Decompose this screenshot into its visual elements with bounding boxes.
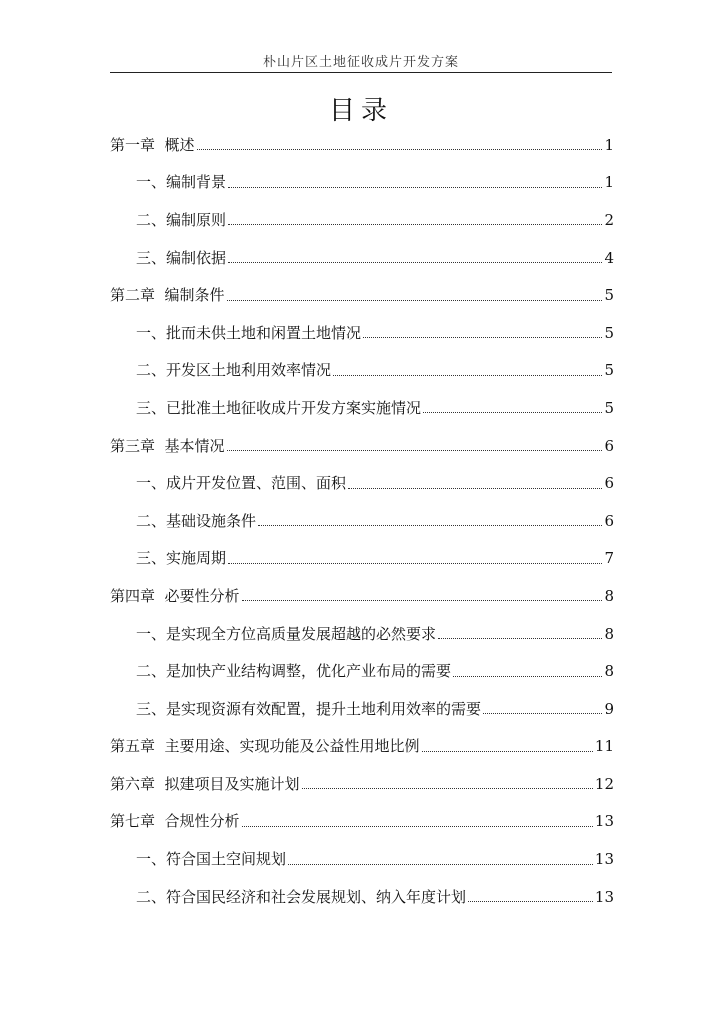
toc-entry-label: 是实现资源有效配置，提升土地利用效率的需要 <box>166 699 482 718</box>
toc-entry-label: 编制依据 <box>166 248 227 267</box>
toc-entry-number: 一、 <box>136 323 167 342</box>
toc-dot-leader <box>453 676 602 677</box>
toc-section-entry[interactable] <box>110 389 614 427</box>
toc-entry-number: 一、 <box>136 173 167 192</box>
toc-chapter-entry[interactable] <box>110 803 614 841</box>
toc-dot-leader <box>422 751 593 752</box>
toc-entry-number: 二、 <box>136 511 167 530</box>
header-divider <box>110 72 612 73</box>
toc-entry-label: 合规性分析 <box>164 812 240 831</box>
toc-entry-number: 第四章 <box>110 586 165 605</box>
toc-page-number: 5 <box>604 286 614 305</box>
toc-page-number: 13 <box>594 812 614 831</box>
toc-entry-number: 第五章 <box>110 737 165 756</box>
toc-entry-label: 是加快产业结构调整，优化产业布局的需要 <box>166 662 452 681</box>
toc-entry-label: 批而未供土地和闲置土地情况 <box>166 323 362 342</box>
toc-section-entry[interactable] <box>110 352 614 390</box>
toc-dot-leader <box>288 864 593 865</box>
toc-page-number: 13 <box>594 850 614 869</box>
toc-dot-leader <box>483 713 602 714</box>
toc-section-entry[interactable] <box>110 878 614 916</box>
toc-page-number: 5 <box>604 323 614 342</box>
toc-section-entry[interactable] <box>110 239 614 277</box>
toc-dot-leader <box>258 525 602 526</box>
toc-dot-leader <box>227 450 603 451</box>
toc-chapter-entry[interactable] <box>110 427 614 465</box>
toc-entry-label: 符合国土空间规划 <box>166 850 287 869</box>
toc-page-number: 6 <box>604 474 614 493</box>
toc-chapter-entry[interactable] <box>110 765 614 803</box>
toc-section-entry[interactable] <box>110 840 614 878</box>
toc-entry-number: 三、 <box>136 549 167 568</box>
running-header: 朴山片区土地征收成片开发方案 <box>262 55 459 70</box>
toc-chapter-entry[interactable] <box>110 728 614 766</box>
toc-page-number: 8 <box>604 624 614 643</box>
toc-dot-leader <box>228 187 602 188</box>
toc-dot-leader <box>227 300 603 301</box>
toc-entry-number: 二、 <box>136 361 167 380</box>
page-title: 目录 <box>328 96 393 126</box>
toc-entry-label: 基础设施条件 <box>166 511 257 530</box>
toc-entry-label: 成片开发位置、范围、面积 <box>166 474 347 493</box>
toc-entry-number: 一、 <box>136 850 167 869</box>
toc-entry-number: 二、 <box>136 210 167 229</box>
toc-section-entry[interactable] <box>110 502 614 540</box>
toc-page-number: 5 <box>604 361 614 380</box>
toc-section-entry[interactable] <box>110 690 614 728</box>
toc-entry-label: 概述 <box>164 135 195 154</box>
toc-page-number: 8 <box>604 662 614 681</box>
toc-entry-number: 三、 <box>136 699 167 718</box>
toc-page-number: 8 <box>604 586 614 605</box>
toc-page-number: 6 <box>604 436 614 455</box>
toc-page-number: 4 <box>604 248 614 267</box>
toc-section-entry[interactable] <box>110 464 614 502</box>
toc-entry-number: 一、 <box>136 624 167 643</box>
toc-entry-number: 第七章 <box>110 812 165 831</box>
toc-chapter-entry[interactable] <box>110 577 614 615</box>
toc-page-number: 13 <box>594 887 614 906</box>
toc-page-number: 6 <box>604 511 614 530</box>
toc-entry-number: 二、 <box>136 662 167 681</box>
toc-entry-label: 开发区土地利用效率情况 <box>166 361 332 380</box>
toc-entry-number: 三、 <box>136 398 167 417</box>
toc-dot-leader <box>468 901 593 902</box>
toc-dot-leader <box>228 224 602 225</box>
toc-page-number: 1 <box>604 135 614 154</box>
toc-entry-label: 基本情况 <box>164 436 225 455</box>
toc-dot-leader <box>363 337 602 338</box>
toc-entry-number: 三、 <box>136 248 167 267</box>
toc-entry-label: 编制原则 <box>166 210 227 229</box>
toc-entry-label: 实施周期 <box>166 549 227 568</box>
toc-dot-leader <box>242 826 593 827</box>
toc-chapter-entry[interactable] <box>110 126 614 164</box>
toc-entry-label: 已批准土地征收成片开发方案实施情况 <box>166 398 422 417</box>
toc-page-number: 11 <box>594 737 614 756</box>
toc-page-number: 1 <box>604 173 614 192</box>
toc-section-entry[interactable] <box>110 201 614 239</box>
toc-entry-number: 第六章 <box>110 774 165 793</box>
toc-dot-leader <box>333 375 602 376</box>
toc-entry-number: 第三章 <box>110 436 165 455</box>
toc-section-entry[interactable] <box>110 615 614 653</box>
toc-entry-label: 主要用途、实现功能及公益性用地比例 <box>164 737 420 756</box>
toc-entry-label: 编制条件 <box>164 286 225 305</box>
toc-entry-number: 第二章 <box>110 286 165 305</box>
toc-dot-leader <box>423 412 602 413</box>
table-of-contents <box>110 126 614 915</box>
toc-entry-label: 必要性分析 <box>164 586 240 605</box>
toc-entry-label: 符合国民经济和社会发展规划、纳入年度计划 <box>166 887 467 906</box>
toc-dot-leader <box>228 262 602 263</box>
toc-entry-number: 一、 <box>136 474 167 493</box>
toc-entry-label: 编制背景 <box>166 173 227 192</box>
toc-dot-leader <box>242 600 603 601</box>
toc-dot-leader <box>348 488 602 489</box>
toc-section-entry[interactable] <box>110 164 614 202</box>
toc-dot-leader <box>438 638 602 639</box>
toc-entry-label: 是实现全方位高质量发展超越的必然要求 <box>166 624 437 643</box>
toc-entry-label: 拟建项目及实施计划 <box>164 774 300 793</box>
toc-entry-number: 第一章 <box>110 135 165 154</box>
toc-section-entry[interactable] <box>110 314 614 352</box>
toc-section-entry[interactable] <box>110 540 614 578</box>
toc-section-entry[interactable] <box>110 652 614 690</box>
toc-page-number: 2 <box>604 210 614 229</box>
toc-page-number: 5 <box>604 398 614 417</box>
toc-page-number: 9 <box>604 699 614 718</box>
toc-dot-leader <box>228 563 602 564</box>
toc-chapter-entry[interactable] <box>110 276 614 314</box>
toc-dot-leader <box>302 788 593 789</box>
toc-entry-number: 二、 <box>136 887 167 906</box>
toc-page-number: 7 <box>604 549 614 568</box>
toc-dot-leader <box>197 149 603 150</box>
toc-page-number: 12 <box>594 774 614 793</box>
